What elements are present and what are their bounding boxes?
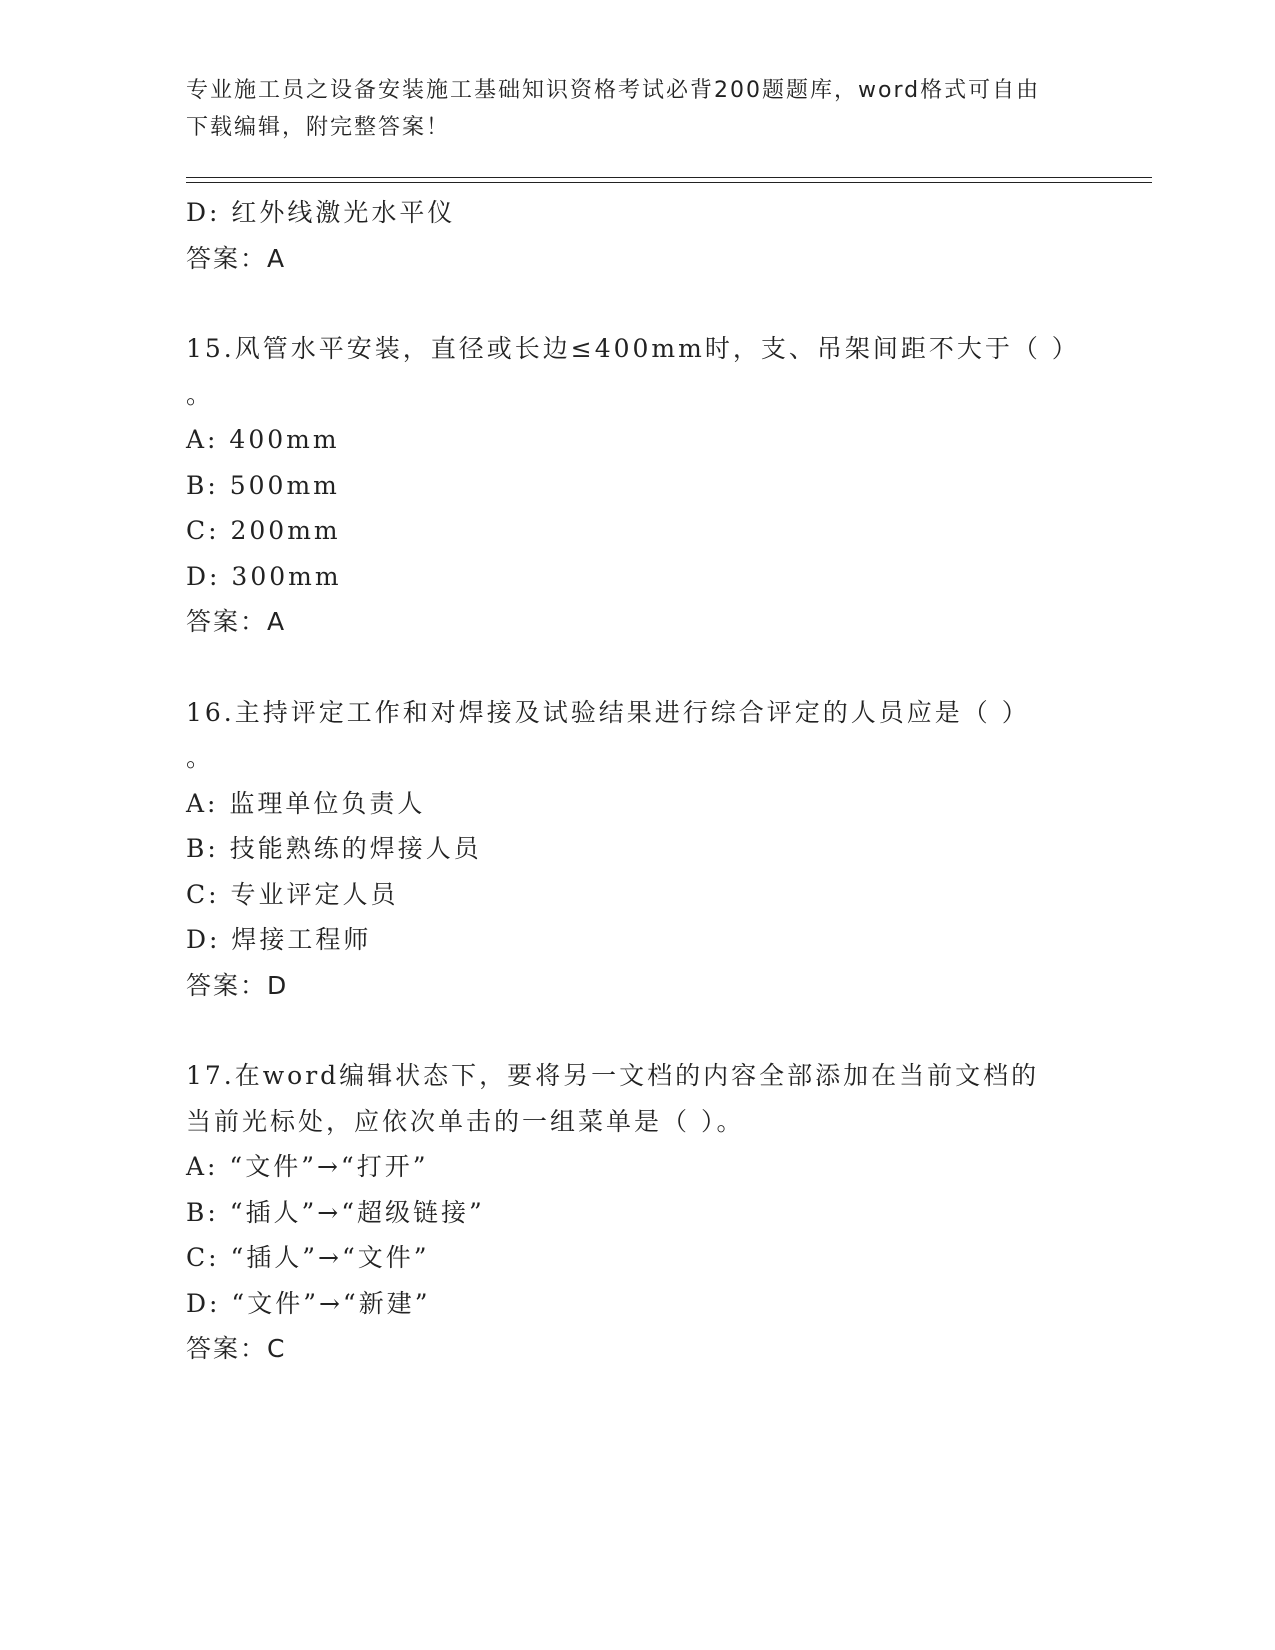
answer-line: 答案：A [186, 243, 287, 273]
question-text: 15.风管水平安装，直径或长边≤400mm时，支、吊架间距不大于（ ） [186, 334, 1080, 363]
question-text: 17.在word编辑状态下，要将另一文档的内容全部添加在当前文档的 [186, 1061, 1040, 1090]
option-a: A: “文件”→“打开” [186, 1152, 429, 1181]
option-b: B: 技能熟练的焊接人员 [186, 834, 482, 863]
spacer [186, 281, 1086, 326]
header-line-1: 专业施工员之设备安装施工基础知识资格考试必背200题题库，word格式可自由 [186, 78, 1041, 103]
header-line-2: 下载编辑，附完整答案！ [186, 115, 451, 140]
question-text-cont: 当前光标处，应依次单击的一组菜单是（ ）。 [186, 1106, 745, 1136]
option-d: D: “文件”→“新建” [186, 1288, 431, 1318]
option-b: B: “插人”→“超级链接” [186, 1197, 485, 1227]
page-header [186, 72, 1086, 146]
question-text-cont: 。 [186, 379, 215, 409]
option-d: D: 300mm [186, 561, 342, 591]
previous-question-tail [186, 190, 1086, 281]
header-divider-top [186, 177, 1152, 178]
option-c: C: 专业评定人员 [186, 879, 399, 909]
question-text-cont: 。 [186, 743, 215, 772]
option-d: D: 焊接工程师 [186, 925, 372, 954]
answer-line: 答案：A [186, 607, 287, 636]
question-15 [186, 326, 1086, 645]
question-text: 16.主持评定工作和对焊接及试验结果进行综合评定的人员应是（ ） [186, 697, 1030, 727]
spacer [186, 1008, 1086, 1053]
option-c: C: “插人”→“文件” [186, 1243, 430, 1272]
document-body [186, 190, 1086, 1372]
answer-line: 答案：C [186, 1334, 287, 1363]
spacer [186, 645, 1086, 690]
option-c: C: 200mm [186, 516, 341, 545]
option-a: A: 400mm [186, 425, 340, 454]
answer-line: 答案：D [186, 970, 289, 1000]
header-divider-bottom [186, 182, 1152, 183]
option-b: B: 500mm [186, 470, 340, 500]
question-16 [186, 690, 1086, 1009]
option-d: D: 红外线激光水平仪 [186, 198, 456, 227]
question-17 [186, 1053, 1086, 1372]
option-a: A: 监理单位负责人 [186, 788, 426, 818]
